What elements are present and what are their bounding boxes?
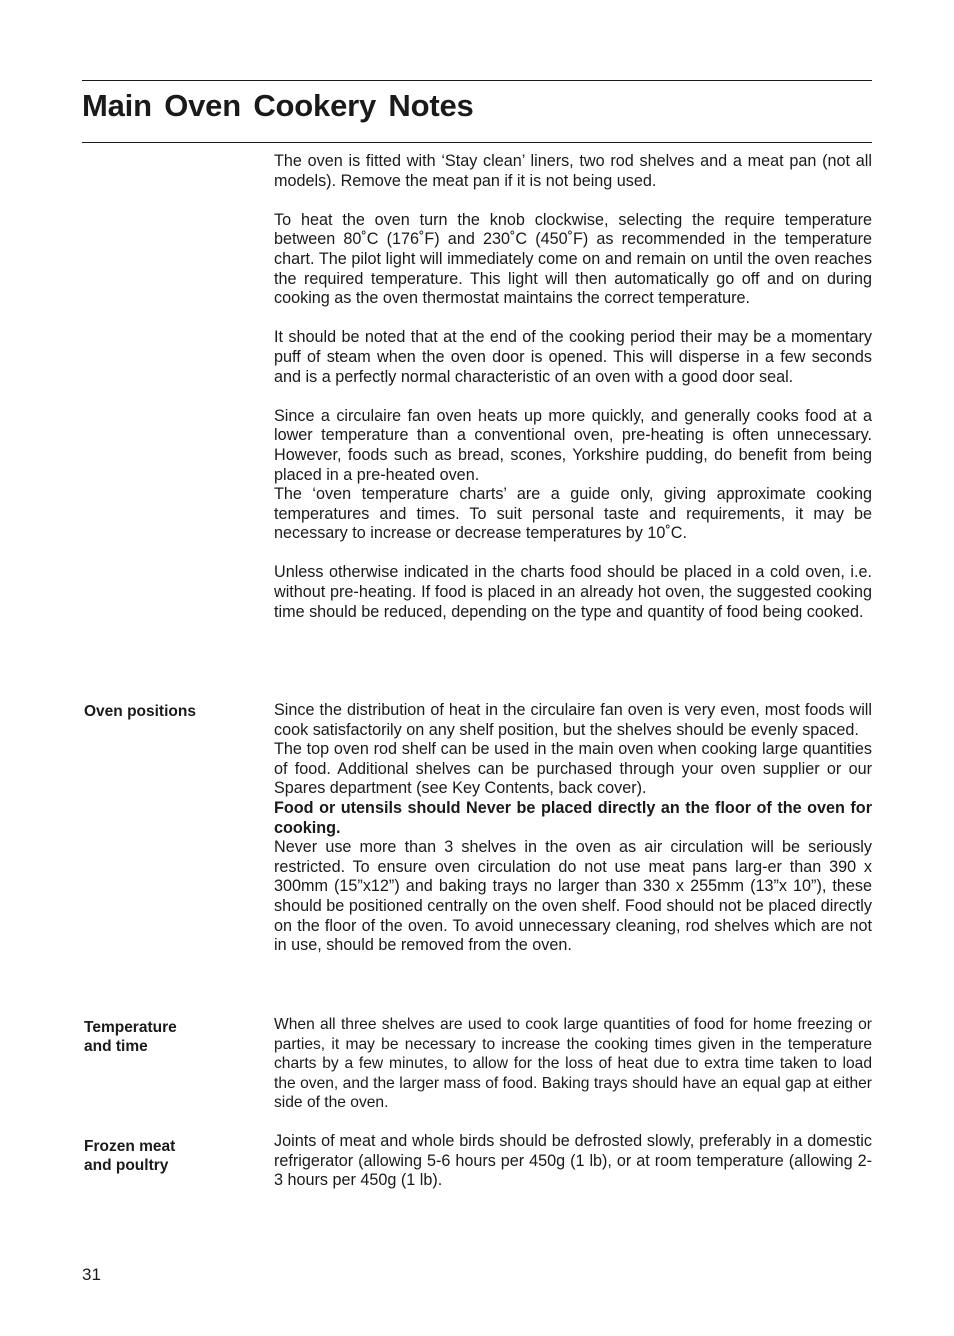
frozen-paragraph: Joints of meat and whole birds should be defrosted slowly, preferably in a domestic refrigerator (allowing 5-6 hours per 450g (1 lb), or at room temperature (allowing 2-3 hours per 450g (1 lb).: [274, 1132, 872, 1190]
intro-section: [274, 152, 872, 622]
temperature-time-heading: [84, 1018, 254, 1057]
header-bottom-rule: [82, 142, 872, 143]
intro-paragraph: The ‘oven temperature charts’ are a guide only, giving approximate cooking temperatures and times. To suit personal taste and requirements, it may be necessary to increase or decrease temperatures by 10˚C.: [274, 485, 872, 543]
intro-paragraph: Since a circulaire fan oven heats up more quickly, and generally cooks food at a lower temperature than a conventional oven, pre-heating is often unnecessary. However, foods such as bread, scones, Yorkshire pudding, do benefit from being placed in a pre-heated oven.: [274, 406, 872, 484]
frozen-section: [274, 1132, 872, 1191]
intro-paragraph: Unless otherwise indicated in the charts food should be placed in a cold oven, i.e. without pre-heating. If food is placed in an already hot oven, the suggested cooking time should be reduced, depending on the type and quantity of food being cooked.: [274, 563, 872, 621]
oven-positions-paragraph: Since the distribution of heat in the circulaire fan oven is very even, most foods will cook satisfactorily on any shelf position, but the shelves should be evenly spaced.: [274, 701, 872, 739]
page-number: 31: [82, 1265, 101, 1284]
oven-positions-paragraph: Never use more than 3 shelves in the oven as air circulation will be seriously restricted. To ensure oven circulation do not use meat pans larg-er than 390 x 300mm (15”x12”) and baking trays no larger than 330 x 255mm (13”x 10”), these should be positioned centrally on the oven shelf. Food should not be placed directly on the floor of the oven. To avoid unnecessary cleaning, rod shelves which are not in use, should be removed from the oven.: [274, 838, 872, 955]
temperature-time-label-line2: and time: [84, 1038, 148, 1056]
temperature-time-label-line1: Temperature: [84, 1019, 177, 1036]
frozen-label-line2: and poultry: [84, 1157, 169, 1175]
temperature-time-paragraph: When all three shelves are used to cook large quantities of food for home freezing or parties, it may be necessary to increase the cooking times given in the temperature charts by a few minutes, to allow for the loss of heat due to extra time taken to load the oven, and the larger mass of food. Baking trays should have an equal gap at either side of the oven.: [274, 1016, 872, 1112]
intro-paragraph: To heat the oven turn the knob clockwise, selecting the require temperature between 80˚C (176˚F) and 230˚C (450˚F) as recommended in the temperature chart. The pilot light will immediately come on and remain on until the oven reaches the required temperature. This light will then automatically go off and on during cooking as the oven thermostat maintains the correct temperature.: [274, 210, 872, 308]
oven-positions-label: Oven positions: [84, 703, 196, 720]
frozen-label-line1: Frozen meat: [84, 1138, 176, 1155]
header-top-rule: [82, 80, 872, 81]
oven-positions-heading: [84, 702, 254, 721]
intro-paragraph: It should be noted that at the end of the cooking period their may be a momentary puff of steam when the oven door is opened. This will disperse in a few seconds and is a perfectly normal characteristic of an oven with a good door seal.: [274, 328, 872, 386]
oven-positions-paragraph: The top oven rod shelf can be used in the main oven when cooking large quantities of food. Additional shelves can be purchased through your oven supplier or our Spares department (see Key Contents, back cover).: [274, 740, 872, 798]
temperature-time-section: [274, 1015, 872, 1113]
page-title: Main Oven Cookery Notes: [82, 88, 474, 123]
intro-paragraph: The oven is fitted with ‘Stay clean’ liners, two rod shelves and a meat pan (not all models). Remove the meat pan if it is not being used.: [274, 152, 872, 190]
oven-positions-section: [274, 701, 872, 956]
frozen-heading: [84, 1137, 254, 1176]
floor-warning: Food or utensils should Never be placed directly an the floor of the oven for cooking.: [274, 798, 872, 837]
